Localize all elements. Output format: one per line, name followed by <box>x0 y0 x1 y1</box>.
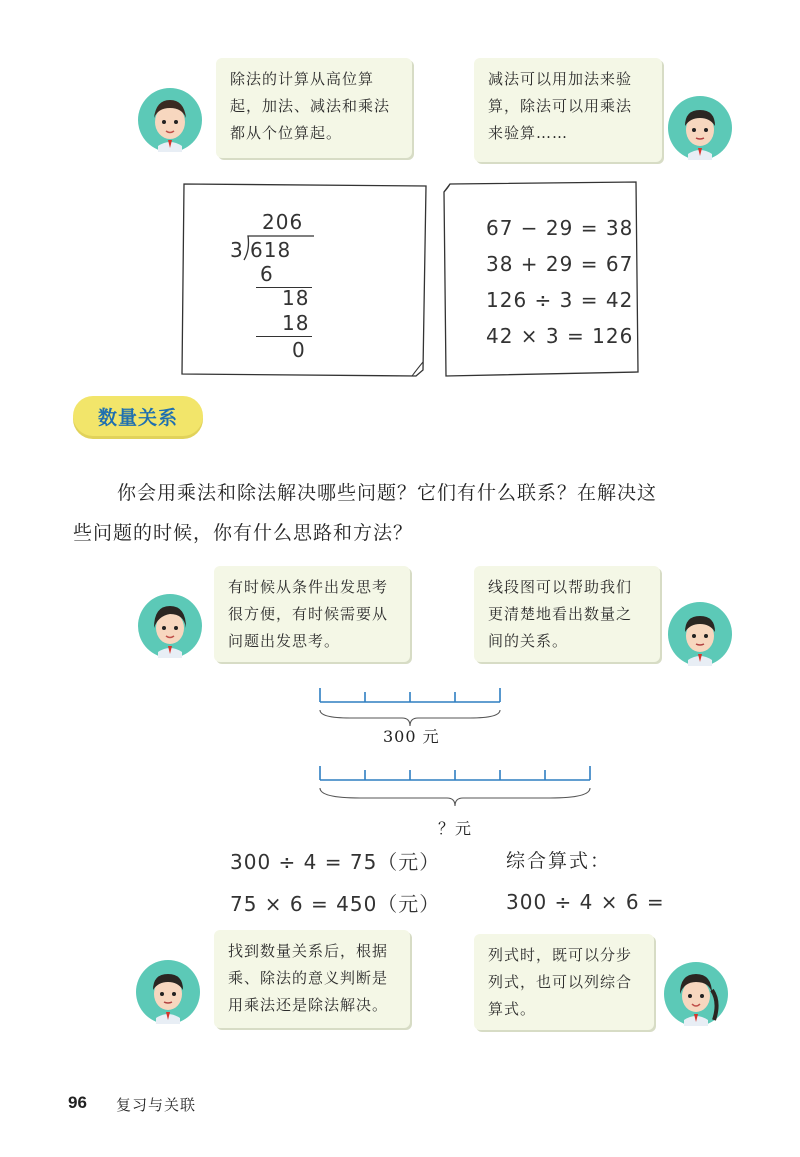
bubble-line: 乘、除法的意义判断是 <box>228 969 389 987</box>
tip-bubble-thinking-direction <box>214 566 410 662</box>
division-step1: 6 <box>260 262 274 286</box>
tip-bubble-equation-form <box>474 934 654 1030</box>
bubble-line: 问题出发思考。 <box>228 632 341 650</box>
division-divisor: 3 <box>230 238 244 262</box>
intro-paragraph-line-2: 些问题的时候，你有什么思路和方法？ <box>73 522 414 544</box>
bubble-line: 列式时，既可以分步 <box>488 946 633 964</box>
division-dividend: 618 <box>250 238 292 262</box>
division-quotient: 206 <box>262 210 304 234</box>
division-remainder: 0 <box>292 338 306 362</box>
boy-avatar-icon <box>668 602 732 666</box>
equation-step-1: 300 ÷ 4 = 75（元） <box>230 850 441 874</box>
bubble-line: 用乘法还是除法解决。 <box>228 996 389 1014</box>
girl-avatar-icon <box>138 594 202 658</box>
bottom-bar <box>320 766 590 780</box>
bottom-bar-label: ？元 <box>438 819 473 838</box>
bubble-line: 间的关系。 <box>488 632 569 650</box>
bubble-line: 除法的计算从高位算 <box>230 70 375 88</box>
division-step2: 18 <box>282 286 310 310</box>
bubble-line: 都从个位算起。 <box>230 124 343 142</box>
bubble-line: 线段图可以帮助我们 <box>488 578 633 596</box>
check-line-4: 42 × 3 = 126 <box>486 324 634 348</box>
bubble-line: 有时候从条件出发思考 <box>228 578 389 596</box>
section-title: 数量关系 <box>97 407 178 429</box>
bubble-line: 很方便，有时候需要从 <box>228 605 389 623</box>
girl-avatar-icon <box>664 962 728 1026</box>
combined-equation: 300 ÷ 4 × 6 = <box>506 890 665 914</box>
intro-paragraph-line-1: 你会用乘法和除法解决哪些问题？它们有什么联系？在解决这 <box>117 482 658 504</box>
chapter-title: 复习与关联 <box>116 1096 197 1114</box>
bottom-brace <box>320 788 590 806</box>
check-line-2: 38 + 29 = 67 <box>486 252 634 276</box>
bubble-line: 算式。 <box>488 1000 537 1018</box>
division-step3: 18 <box>282 311 310 335</box>
bubble-line: 找到数量关系后，根据 <box>228 942 389 960</box>
page-number: 96 <box>68 1093 87 1112</box>
tip-bubble-line-diagram <box>474 566 660 662</box>
check-line-3: 126 ÷ 3 = 42 <box>486 288 634 312</box>
top-bar <box>320 688 500 702</box>
boy-avatar-icon <box>668 96 732 160</box>
top-bar-label: 300 元 <box>383 727 440 746</box>
section-title-pill <box>73 396 203 436</box>
paper-card-right <box>442 180 642 380</box>
boy-avatar-icon <box>136 960 200 1024</box>
tip-bubble-choose-operation <box>214 930 410 1028</box>
bubble-line: 起，加法、减法和乘法 <box>230 97 391 115</box>
bubble-line: 算，除法可以用乘法 <box>488 97 633 115</box>
tip-bubble-verification <box>474 58 662 162</box>
bubble-line: 减法可以用加法来验 <box>488 70 633 88</box>
tip-bubble-division-order <box>216 58 412 158</box>
bubble-line: 列式，也可以列综合 <box>488 973 633 991</box>
equation-step-2: 75 × 6 = 450（元） <box>230 892 441 916</box>
combined-label: 综合算式： <box>506 850 612 872</box>
check-line-1: 67 − 29 = 38 <box>486 216 634 240</box>
bubble-line: 更清楚地看出数量之 <box>488 605 633 623</box>
girl-avatar-icon <box>138 88 202 152</box>
division-rule-2 <box>256 336 312 337</box>
bubble-line: 来验算…… <box>488 124 569 142</box>
